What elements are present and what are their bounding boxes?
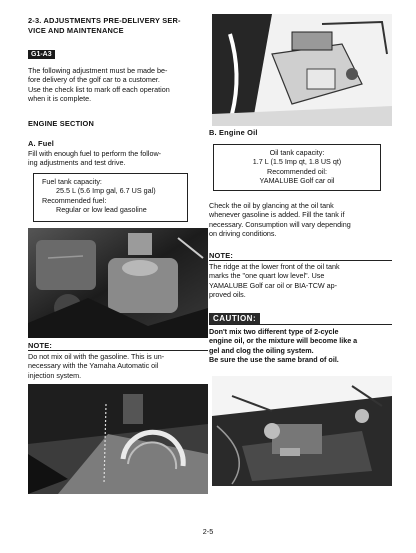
oil-heading: B. Engine Oil bbox=[209, 128, 258, 137]
engine-section-title: ENGINE SECTION bbox=[28, 119, 95, 128]
oil-capacity-value: 1.7 L (1.5 Imp qt, 1.8 US qt) bbox=[252, 157, 342, 167]
caution-text: Don't mix two different type of 2-cycle engine oil, or the mixture will become like a gel and clog the oiling system. Be sure the use the same brand of oil. bbox=[209, 327, 358, 365]
fuel-tank-photo bbox=[28, 228, 208, 338]
fuel-spec-box bbox=[33, 173, 188, 222]
fuel-recommended-value: Regular or low lead gasoline bbox=[56, 205, 147, 215]
oil-capacity-label: Oil tank capacity: bbox=[269, 148, 325, 157]
fuel-note-label: NOTE: bbox=[28, 341, 52, 350]
oil-note-label: NOTE: bbox=[209, 251, 233, 260]
section-badge: G1-A3 bbox=[28, 50, 55, 59]
oil-text: Check the oil by glancing at the oil tank whenever gasoline is added. Fill the tank if necessary. Consumption will vary depending on driving conditions. bbox=[209, 201, 351, 239]
oil-recommended-value: YAMALUBE Golf car oil bbox=[259, 176, 335, 186]
page-number: 2-5 bbox=[202, 527, 214, 536]
fuel-filler-photo bbox=[28, 384, 208, 494]
oil-spec-box bbox=[213, 144, 381, 191]
fuel-recommended-label: Recommended fuel: bbox=[42, 195, 107, 205]
section-title: 2-3. ADJUSTMENTS PRE-DELIVERY SER- VICE AND MAINTENANCE bbox=[28, 16, 181, 35]
intro-text: The following adjustment must be made be- fore delivery of the golf car to a customer. Use the check list to mark off each operation when it is complete. bbox=[28, 66, 170, 104]
fuel-note-rule bbox=[28, 350, 208, 351]
fuel-text: Fill with enough fuel to perform the follow- ing adjustments and test drive. bbox=[28, 149, 162, 168]
oil-tank-photo bbox=[212, 14, 392, 126]
oil-level-photo bbox=[212, 376, 392, 486]
caution-badge: CAUTION: bbox=[209, 313, 260, 324]
fuel-capacity-label: Fuel tank capacity: bbox=[42, 177, 102, 186]
fuel-capacity-value: 25.5 L (5.6 Imp gal, 6.7 US gal) bbox=[56, 186, 156, 196]
caution-rule bbox=[209, 324, 392, 325]
oil-recommended-label: Recommended oil: bbox=[267, 166, 327, 176]
oil-note-rule bbox=[209, 260, 392, 261]
fuel-heading: A. Fuel bbox=[28, 139, 55, 148]
fuel-note-text: Do not mix oil with the gasoline. This is un- necessary with the Yamaha Automatic oil injection system. bbox=[28, 352, 165, 380]
oil-note-text: The ridge at the lower front of the oil tank marks the "one quart low level". Use YAMALUBE Golf car oil or BIA-TCW ap- proved oils. bbox=[209, 262, 340, 300]
